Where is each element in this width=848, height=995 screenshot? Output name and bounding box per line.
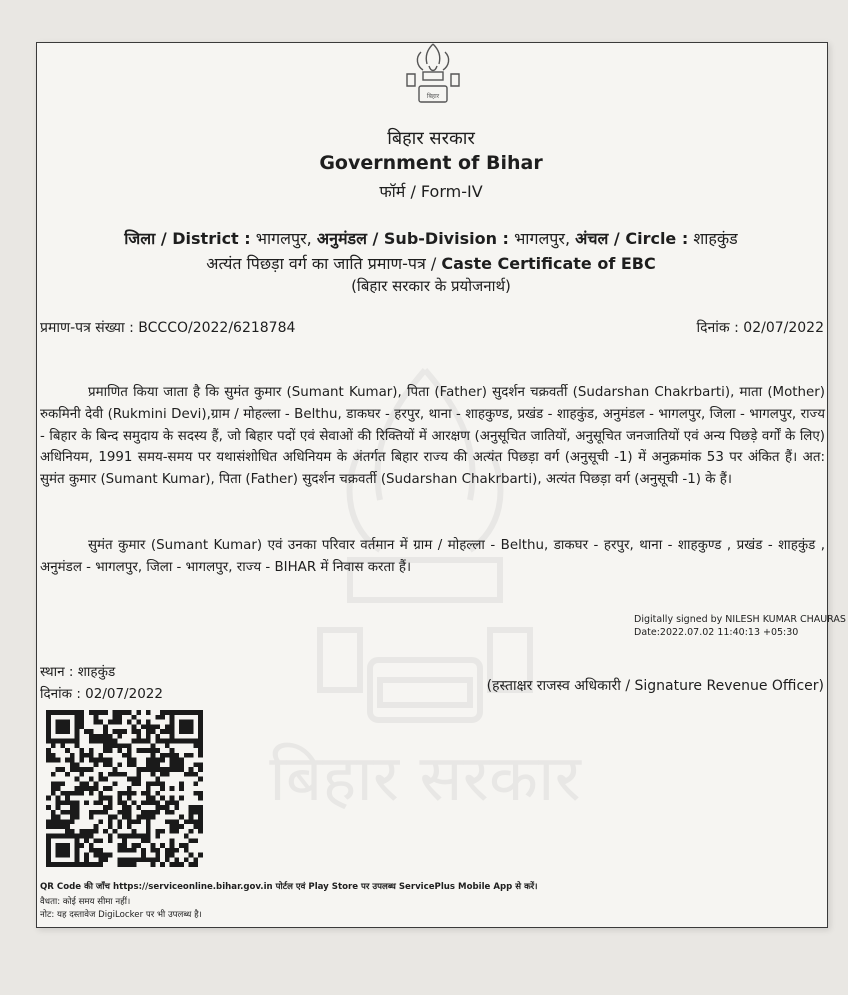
- district-value: भागलपुर,: [255, 229, 312, 248]
- digital-signature-date: Date:2022.07.02 11:40:13 +05:30: [634, 627, 799, 638]
- circle-value: शाहकुंड: [693, 229, 738, 248]
- govt-english: Government of Bihar: [319, 152, 543, 174]
- issue-date: दिनांक : 02/07/2022: [40, 686, 163, 702]
- digilocker-note: नोट: यह दस्तावेज DigiLocker पर भी उपलब्ध है।: [40, 910, 202, 920]
- certificate-purpose: (बिहार सरकार के प्रयोजनार्थ): [351, 277, 511, 295]
- signature-label: (हस्ताक्षर राजस्व अधिकारी / Signature Revenue Officer): [486, 678, 824, 694]
- certificate-title-english: Caste Certificate of EBC: [441, 254, 656, 273]
- bihar-emblem-icon: [397, 38, 469, 108]
- form-number: फॉर्म / Form-IV: [379, 182, 483, 201]
- residence-paragraph: सुमंत कुमार (Sumant Kumar) एवं उनका परिवार वर्तमान में ग्राम / मोहल्ला - Belthu, डाकघर - हरपुर, थाना - शाहकुण्ड , प्रखंड - शाहकुंड , अनुमंडल - भागलपुर, जिला - भागलपुर, राज्य - BIHAR में निवास करता हैं।: [40, 538, 825, 575]
- certificate-title-hindi: अत्यंत पिछड़ा वर्ग का जाति प्रमाण-पत्र /: [206, 254, 437, 273]
- circle-label: अंचल / Circle :: [575, 229, 689, 248]
- validity-note: वैधता: कोई समय सीमा नहीं।: [40, 897, 131, 907]
- subdivision-label: अनुमंडल / Sub-Division :: [316, 229, 509, 248]
- qr-verification-note: QR Code की जाँच https://serviceonline.bihar.gov.in पोर्टल एवं Play Store पर उपलब्ध ServicePlus Mobile App से करें।: [40, 882, 538, 892]
- subdivision-value: भागलपुर,: [514, 229, 571, 248]
- govt-hindi: बिहार सरकार: [387, 128, 475, 149]
- digital-signature-signer: Digitally signed by NILESH KUMAR CHAURAS: [634, 614, 846, 625]
- qr-code-icon[interactable]: [46, 710, 203, 867]
- district-label: जिला / District :: [124, 229, 251, 248]
- watermark-text: बिहार सरकार: [269, 742, 581, 816]
- certificate-title: [36, 252, 826, 274]
- place: स्थान : शाहकुंड: [40, 664, 116, 680]
- digital-signature: [634, 613, 848, 639]
- certificate-number: प्रमाण-पत्र संख्या : BCCCO/2022/6218784: [40, 320, 296, 336]
- location-line: [36, 227, 826, 249]
- emblem-text: बिहार: [426, 93, 440, 100]
- certificate-date: दिनांक : 02/07/2022: [696, 320, 824, 336]
- certification-paragraph: प्रमाणित किया जाता है कि सुमंत कुमार (Sumant Kumar), पिता (Father) सुदर्शन चक्रवर्ती (Sudarshan Chakrbarti), माता (Mother) रुकमिनी देवी (Rukmini Devi),ग्राम / मोहल्ला - Belthu, डाकघर - हरपुर, थाना - शाहकुण्ड, प्रखंड - शाहकुंड, अनुमंडल - भागलपुर, जिला - भागलपुर, राज्य - बिहार के बिन्द समुदाय के सदस्य हैं, जो बिहार पदों एवं सेवाओं की रिक्तियों में आरक्षण (अनुसूचित जातियों, अनुसूचित जनजातियों एवं अन्य पिछड़े वर्गों के लिए) अधिनियम, 1991 समय-समय पर यथासंशोधित अधिनियम के अंतर्गत बिहार राज्य की अत्यंत पिछड़ा वर्ग (अनुसूची -1) में अनुक्रमांक 53 पर अंकित हैं। अत: सुमंत कुमार (Sumant Kumar), पिता (Father) सुदर्शन चक्रवर्ती (Sudarshan Chakrbarti), अत्यंत पिछड़ा वर्ग (अनुसूची -1) के हैं।: [40, 385, 825, 488]
